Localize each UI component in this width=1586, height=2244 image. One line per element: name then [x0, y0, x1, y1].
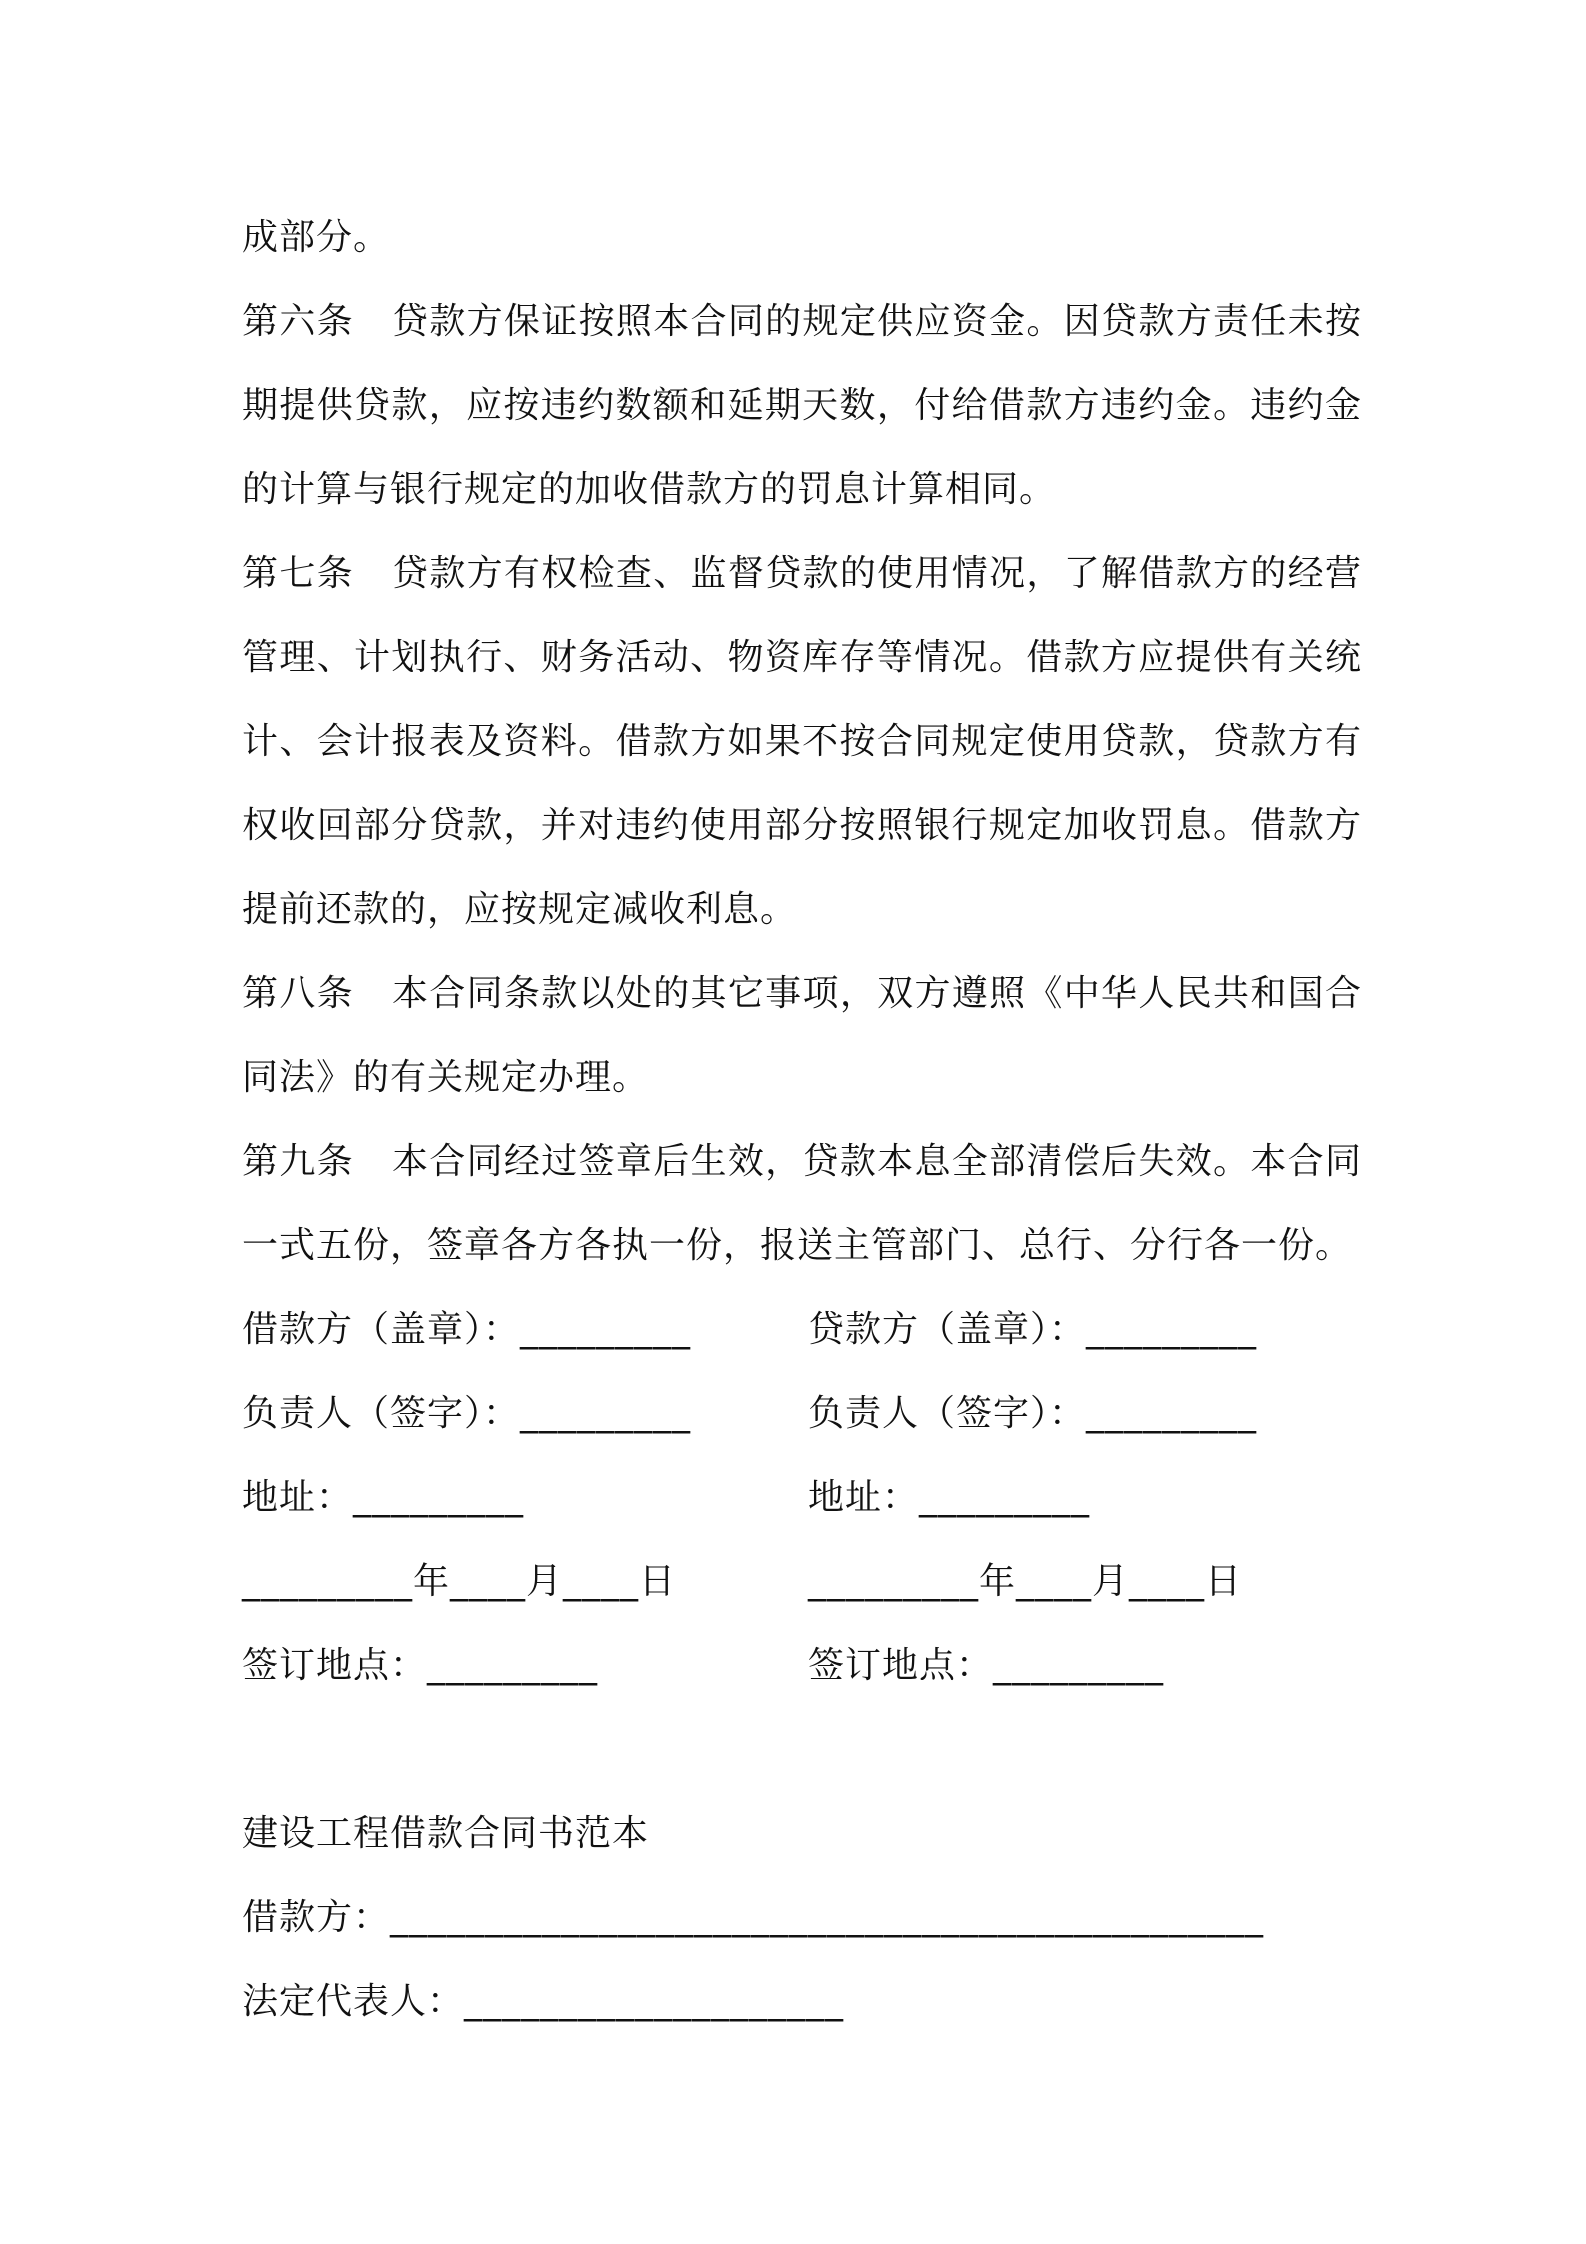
signature-row-responsible — [242, 1372, 1362, 1456]
lender-seal-field: 贷款方（盖章）：_________ — [808, 1309, 1258, 1350]
signature-row-seal — [242, 1288, 1362, 1372]
article-8 — [242, 952, 1362, 1120]
borrower-address-field: 地址：_________ — [242, 1477, 525, 1518]
signature-row-place — [242, 1624, 1362, 1708]
article-heading: 第八条 — [242, 973, 354, 1014]
lender-address-field: 地址：_________ — [808, 1477, 1091, 1518]
article-6 — [242, 280, 1362, 532]
article-9 — [242, 1120, 1362, 1288]
article-text: 本合同经过签章后生效，贷款本息全部清偿后失效。本合同一式五份，签章各方各执一份，报送主管部门、总行、分行各一份。 — [242, 1141, 1362, 1266]
lender-date-field: _________年____月____日 — [808, 1561, 1242, 1602]
article-text: 贷款方有权检查、监督贷款的使用情况，了解借款方的经营管理、计划执行、财务活动、物资库存等情况。借款方应提供有关统计、会计报表及资料。借款方如果不按合同规定使用贷款，贷款方有权收回部分贷款，并对违约使用部分按照银行规定加收罚息。借款方提前还款的，应按规定减收利息。 — [242, 553, 1362, 930]
signature-row-date — [242, 1540, 1362, 1624]
borrower-date-field: _________年____月____日 — [242, 1561, 676, 1602]
borrower-seal-field: 借款方（盖章）：_________ — [242, 1309, 692, 1350]
borrower-field: 借款方：______________________________________________ — [242, 1897, 1265, 1938]
lender-responsible-field: 负责人（签字）：_________ — [808, 1393, 1258, 1434]
article-text: 贷款方保证按照本合同的规定供应资金。因贷款方责任未按期提供贷款，应按违约数额和延期天数，付给借款方违约金。违约金的计算与银行规定的加收借款方的罚息计算相同。 — [242, 301, 1362, 510]
article-text: 本合同条款以处的其它事项，双方遵照《中华人民共和国合同法》的有关规定办理。 — [242, 973, 1362, 1098]
signature-block — [242, 1288, 1362, 1708]
article-heading: 第九条 — [242, 1141, 354, 1182]
legal-representative-field: 法定代表人：____________________ — [242, 1981, 845, 2022]
next-contract-title: 建设工程借款合同书范本 — [242, 1813, 650, 1854]
article-heading: 第六条 — [242, 301, 354, 342]
intro-fragment: 成部分。 — [242, 217, 391, 258]
borrower-place-field: 签订地点：_________ — [242, 1645, 599, 1686]
document-body — [242, 196, 1362, 2044]
signature-row-address — [242, 1456, 1362, 1540]
borrower-responsible-field: 负责人（签字）：_________ — [242, 1393, 692, 1434]
article-7 — [242, 532, 1362, 952]
section-spacer — [242, 1708, 1362, 1792]
lender-place-field: 签订地点：_________ — [808, 1645, 1165, 1686]
article-heading: 第七条 — [242, 553, 354, 594]
